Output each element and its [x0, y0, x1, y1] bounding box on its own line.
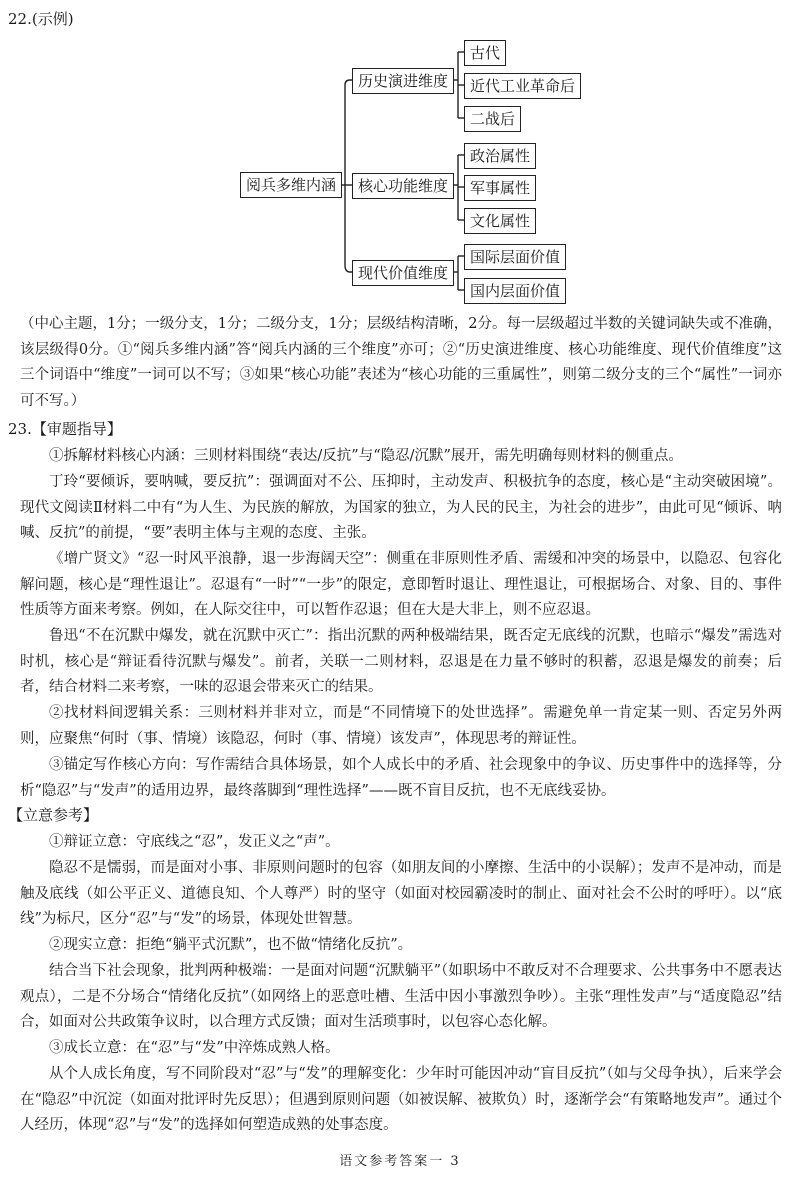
idea-2-title: ②现实立意：拒绝“躺平式沉默”，也不做“情绪化反抗”。 [49, 937, 413, 953]
guide-paragraph-6: ③锚定写作核心方向：写作需结合具体场景，如个人成长中的矛盾、社会现象中的争议、历史事件中的选择等，分析“隐忍”与“发声”的适用边界，最终落脚到“理性选择”——既不盲目反抗，也不无底线妥协。 [20, 757, 782, 799]
page-footer: 语文参考答案一 3 [339, 1154, 461, 1169]
leaf-international: 国际层面价值 [464, 244, 566, 270]
idea-3-body: 从个人成长角度，写不同阶段对“忍”与“发”的理解变化：少年时可能因冲动“盲目反抗”（如与父母争执），后来学会在“隐忍”中沉淀（如面对批评时先反思）；但遇到原则问题（如被误解、被欺负）时，逐渐学会“有策略地发声”。通过个人经历，体现“忍”与“发”的选择如何塑造成熟的处事态度。 [20, 1066, 782, 1133]
guide-paragraph-5: ②找材料间逻辑关系：三则材料并非对立，而是“不同情境下的处世选择”。需避免单一肯定某一则、否定另外两则，应聚焦“何时（事、情境）该隐忍，何时（事、情境）该发声”，体现思考的辩证性。 [20, 705, 782, 747]
guide-paragraph-2: 丁玲“要倾诉，要呐喊，要反抗”：强调面对不公、压抑时，主动发声、积极抗争的态度，核心是“主动突破困境”。现代文阅读Ⅱ材料二中有“为人生、为民族的解放，为国家的独立，为人民的民主，为社会的进步”，由此可见“倾诉、呐喊、反抗”的前提，“要”表明主体与主观的态度、主张。 [20, 474, 782, 541]
question-23-label: 23.【审题指导】 [8, 420, 122, 438]
mind-map-center: 阅兵多维内涵 [240, 172, 342, 198]
leaf-ancient: 古代 [464, 40, 506, 66]
idea-reference-label: 【立意参考】 [8, 806, 99, 824]
leaf-industrial: 近代工业革命后 [464, 73, 581, 99]
guide-paragraph-4: 鲁迅“不在沉默中爆发，就在沉默中灭亡”：指出沉默的两种极端结果，既否定无底线的沉默，也暗示“爆发”需选对时机，核心是“辩证看待沉默与爆发”。前者，关联一二则材料，忍退是在力量不够时的积蓄，忍退是爆发的前奏；后者，结合材料二来考察，一味的忍退会带来灭亡的结果。 [20, 628, 782, 695]
guide-paragraph-3: 《增广贤文》“忍一时风平浪静，退一步海阔天空”：侧重在非原则性矛盾、需缓和冲突的场景中，以隐忍、包容化解问题，核心是“理性退让”。忍退有“一时”“一步”的限定，意即暂时退让、理性退让，可根据场合、对象、目的、事件性质等方面来考察。例如，在人际交往中，可以暂作忍退；但在大是大非上，则不应忍退。 [20, 551, 782, 618]
q22-scoring-note: （中心主题，1分；一级分支，1分；二级分支，1分；层级结构清晰，2分。每一层级超过半数的关键词缺失或不准确，该层级得0分。①“阅兵多维内涵”答“阅兵内涵的三个维度”亦可；②“历史演进维度、核心功能维度、现代价值维度”这三个词语中“维度”一词可以不写；③如果“核心功能”表述为“核心功能的三重属性”，则第二级分支的三个“属性”一词亦可不写。） [20, 316, 782, 409]
mind-map [0, 0, 800, 310]
branch-history: 历史演进维度 [352, 68, 454, 94]
leaf-domestic: 国内层面价值 [464, 278, 566, 304]
question-22-label: 22.(示例) [8, 10, 74, 28]
leaf-military: 军事属性 [464, 175, 536, 201]
idea-1-title: ①辩证立意：守底线之“忍”，发正义之“声”。 [49, 834, 340, 850]
leaf-political: 政治属性 [464, 143, 536, 169]
leaf-cultural: 文化属性 [464, 208, 536, 234]
leaf-postwar: 二战后 [464, 106, 521, 132]
branch-value: 现代价值维度 [352, 260, 454, 286]
idea-1-body: 隐忍不是懦弱，而是面对小事、非原则问题时的包容（如朋友间的小摩擦、生活中的小误解）；发声不是冲动，而是触及底线（如公平正义、道德良知、个人尊严）时的坚守（如面对校园霸凌时的制止、面对社会不公时的呼吁）。以“底线”为标尺，区分“忍”与“发”的场景，体现处世智慧。 [20, 860, 782, 927]
branch-function: 核心功能维度 [352, 173, 454, 199]
idea-2-body: 结合当下社会现象，批判两种极端：一是面对问题“沉默躺平”（如职场中不敢反对不合理要求、公共事务中不愿表达观点），二是不分场合“情绪化反抗”（如网络上的恶意吐槽、生活中因小事激烈争吵）。主张“理性发声”与“适度隐忍”结合，如面对公共政策争议时，以合理方式反馈；面对生活琐事时，以包容心态化解。 [20, 963, 782, 1030]
guide-paragraph-1: ①拆解材料核心内涵：三则材料围绕“表达/反抗”与“隐忍/沉默”展开，需先明确每则材料的侧重点。 [49, 448, 683, 464]
idea-3-title: ③成长立意：在“忍”与“发”中淬炼成熟人格。 [49, 1040, 340, 1056]
